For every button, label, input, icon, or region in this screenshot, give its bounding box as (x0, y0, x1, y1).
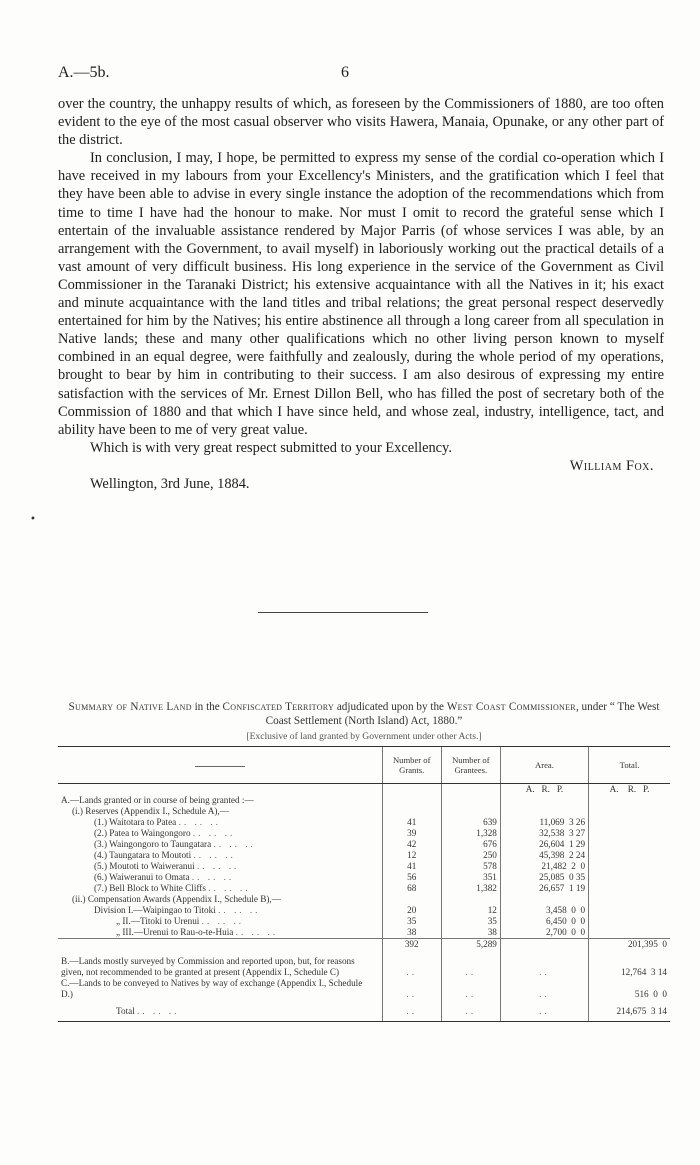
cell-area: 32,538 3 27 (500, 828, 588, 839)
cell-grants (382, 894, 441, 905)
table-row (58, 784, 670, 796)
header-grants: Number of Grants. (382, 747, 441, 784)
row-c-grants: .. (382, 978, 441, 1000)
cell-grants: 39 (382, 828, 441, 839)
cell-grants (382, 795, 441, 806)
title-part: adjudicated upon by the (334, 701, 447, 713)
table-row (58, 883, 670, 894)
cell-grants: 42 (382, 839, 441, 850)
total-row (58, 1000, 670, 1022)
subtotal-grantees: 5,289 (441, 939, 500, 951)
leader-dots: .. .. .. (193, 850, 236, 860)
row-label-text: (ii.) Compensation Awards (Appendix I., Schedule B),— (72, 894, 281, 904)
row-b-area: .. (500, 956, 588, 978)
leader-dots: .. .. .. (208, 883, 251, 893)
cell-grants: 41 (382, 817, 441, 828)
paragraph-submission: Which is with very great respect submitted to your Excellency. (90, 439, 452, 456)
cell-area: 11,069 3 26 (500, 817, 588, 828)
subtotal-total: 201,395 0 (589, 939, 670, 951)
cell-area (500, 806, 588, 817)
row-label (58, 828, 382, 839)
row-label (58, 806, 382, 817)
paragraph-conclusion: In conclusion, I may, I hope, be permitted to express my sense of the cordial co-operation which I have received in my labours from your Excellency's Ministers, and the gratification which I feel that they have been able to advise in every single instance the adoption of the recommendations which from time to time I have had the honour to make. Nor must I omit to record the grateful sense which I entertain of the invaluable assistance rendered by Major Parris (of whose services I was able, by an arrangement with the Government, to avail myself) in laboriously working out the practical details of a vast amount of very difficult business. His long experience in the service of the Government as Civil Commissioner in the Taranaki District; his extensive acquaintance with all the Natives in it; his exact and minute acquaintance with the land titles and tribal relations; the great personal respect deservedly entertained for him by the Natives; his entire abstinence all through a long career from all speculation in Native lands; these and many other qualifications which no other living person known to myself combined in an equal degree, were faithfully and zealously, during the whole period of my operations, brought to bear by him in contributing to their success. I am also desirous of expressing my entire satisfaction with the services of Mr. Ernest Dillon Bell, who has filled the post of secretary both of the Commission of 1880 and that which I have since held, and whose zeal, industry, intelligence, tact, and ability have been to me of very great value. (58, 150, 664, 438)
row-c (58, 978, 670, 1000)
leader-dots: .. .. .. (218, 905, 261, 915)
cell-total (589, 817, 670, 828)
table-row (58, 839, 670, 850)
row-label (58, 905, 382, 916)
cell-area: 26,657 1 19 (500, 883, 588, 894)
cell-area: 6,450 0 0 (500, 916, 588, 927)
cell-grants: 38 (382, 927, 441, 939)
row-label-text: A.—Lands granted or in course of being granted :— (61, 795, 254, 805)
leader-dots: .. .. .. (235, 927, 279, 937)
row-c-grantees: .. (441, 978, 500, 1000)
cell-grantees: 676 (441, 839, 500, 850)
row-b-grants: .. (382, 956, 441, 978)
summary-note: [Exclusive of land granted by Government under other Acts.] (246, 731, 482, 742)
cell-total (589, 916, 670, 927)
paragraph-continuation: over the country, the unhappy results of which, as foreseen by the Commissioners of 1880, are too often evident to the eye of the most casual observer who visits Hawera, Manaia, Opunake, or any other part of the district. (58, 96, 664, 149)
row-label (58, 916, 382, 927)
row-label (58, 861, 382, 872)
cell-total (589, 828, 670, 839)
cell-grantees: 1,382 (441, 883, 500, 894)
header-total: Total. (589, 747, 670, 784)
row-label-text: (3.) Waingongoro to Taungatara (94, 839, 212, 849)
cell-grants: 35 (382, 916, 441, 927)
cell-grantees: 639 (441, 817, 500, 828)
cell-area: 3,458 0 0 (500, 905, 588, 916)
cell-grantees: 1,328 (441, 828, 500, 839)
row-b (58, 956, 670, 978)
title-part: in the (191, 701, 223, 713)
row-label-text: (6.) Waiweranui to Omata (94, 872, 190, 882)
row-label-text: (5.) Moutoti to Waiweranui (94, 861, 195, 871)
cell-total (589, 839, 670, 850)
cell-total (589, 850, 670, 861)
summary-table (58, 746, 670, 1022)
title-part: , under “ The West Coast Settlement (North Island) Act, 1880.” (265, 701, 660, 727)
cell-grantees: 578 (441, 861, 500, 872)
total-label (58, 1000, 382, 1022)
dateline: Wellington, 3rd June, 1884. (90, 475, 250, 492)
table-row (58, 850, 670, 861)
leader-dots: .. .. .. (213, 839, 256, 849)
subtotal-area (500, 939, 588, 951)
leader-dots: .. .. .. (178, 817, 221, 827)
cell-area: 25,085 0 35 (500, 872, 588, 883)
row-label (58, 883, 382, 894)
row-label (58, 872, 382, 883)
table-row (58, 916, 670, 927)
page-header (58, 64, 642, 84)
margin-mark: • (30, 514, 36, 525)
leader-dots: .. .. .. (201, 916, 245, 926)
total-label-text: Total (116, 1006, 135, 1016)
row-c-label: C.—Lands to be conveyed to Natives by way of exchange (Appendix I., Schedule D.) (61, 978, 363, 999)
subtotal-row (58, 939, 670, 951)
row-c-total: 516 0 0 (589, 978, 670, 1000)
cell-grants: 56 (382, 872, 441, 883)
cell-area: 45,398 2 24 (500, 850, 588, 861)
table-header-row (58, 747, 670, 784)
row-label-text: (2.) Patea to Waingongoro (94, 828, 191, 838)
table-row (58, 894, 670, 905)
row-label-text: (1.) Waitotara to Patea (94, 817, 177, 827)
table-row (58, 861, 670, 872)
header-description (58, 747, 382, 784)
row-label (58, 817, 382, 828)
row-label-text: (4.) Taungatara to Moutoti (94, 850, 192, 860)
page-number: 6 (341, 64, 349, 81)
cell-grants: 20 (382, 905, 441, 916)
title-part: West Coast Commissioner (446, 701, 576, 713)
area-units: A. R. P. (500, 784, 588, 796)
table-row (58, 795, 670, 806)
title-part: Confiscated Territory (222, 701, 335, 713)
signature: William Fox. (569, 457, 654, 474)
leader-dots: .. .. .. (137, 1006, 180, 1016)
cell-total (589, 927, 670, 939)
section-divider (258, 612, 428, 613)
grand-total: 214,675 3 14 (589, 1000, 670, 1022)
leader-dots: .. .. .. (196, 861, 240, 871)
cell-total (589, 894, 670, 905)
cell-area (500, 894, 588, 905)
cell-grantees: 250 (441, 850, 500, 861)
table-row (58, 872, 670, 883)
total-area: .. (500, 1000, 588, 1022)
row-b-label: B.—Lands mostly surveyed by Commission and reported upon, but, for reasons given, not recommended to be granted at present (Appendix I., Schedule C) (61, 956, 355, 977)
row-label (58, 927, 382, 939)
table-row (58, 905, 670, 916)
row-label-text: „ II.—Titoki to Urenui (116, 916, 200, 926)
cell-grantees (441, 894, 500, 905)
cell-total (589, 905, 670, 916)
total-units: A. R. P. (589, 784, 670, 796)
cell-total (589, 883, 670, 894)
cell-grantees: 12 (441, 905, 500, 916)
row-label-text: (7.) Bell Block to White Cliffs (94, 883, 206, 893)
cell-grantees: 35 (441, 916, 500, 927)
table-row (58, 927, 670, 939)
table-row (58, 828, 670, 839)
row-label (58, 850, 382, 861)
subtotal-grants: 392 (382, 939, 441, 951)
cell-grantees (441, 795, 500, 806)
cell-grantees: 38 (441, 927, 500, 939)
cell-grants: 41 (382, 861, 441, 872)
row-label (58, 795, 382, 806)
table-row (58, 806, 670, 817)
cell-grants (382, 806, 441, 817)
cell-grantees: 351 (441, 872, 500, 883)
cell-grants: 12 (382, 850, 441, 861)
row-label (58, 839, 382, 850)
cell-area: 2,700 0 0 (500, 927, 588, 939)
leader-dots: .. .. .. (191, 872, 235, 882)
cell-area: 21,482 2 0 (500, 861, 588, 872)
cell-grants: 68 (382, 883, 441, 894)
title-part: Summary of Native Land (68, 701, 192, 713)
cell-total (589, 872, 670, 883)
header-grantees: Number of Grantees. (441, 747, 500, 784)
leader-dots: .. .. .. (192, 828, 236, 838)
cell-grantees (441, 806, 500, 817)
cell-area: 26,604 1 29 (500, 839, 588, 850)
table-row (58, 817, 670, 828)
header-area: Area. (500, 747, 588, 784)
row-c-area: .. (500, 978, 588, 1000)
document-reference: A.—5b. (58, 64, 110, 81)
subtotal-label (58, 939, 382, 951)
row-label-text: (i.) Reserves (Appendix I., Schedule A),— (72, 806, 229, 816)
row-label-text: Division I.—Waipingao to Titoki (94, 905, 216, 915)
cell-total (589, 795, 670, 806)
summary-title (58, 700, 670, 728)
cell-area (500, 795, 588, 806)
row-label-text: „ III.—Urenui to Rau-o-te-Huia (116, 927, 234, 937)
total-grantees: .. (441, 1000, 500, 1022)
cell-total (589, 806, 670, 817)
letter-body (58, 95, 664, 493)
row-b-grantees: .. (441, 956, 500, 978)
cell-total (589, 861, 670, 872)
row-b-total: 12,764 3 14 (589, 956, 670, 978)
total-grants: .. (382, 1000, 441, 1022)
row-label (58, 894, 382, 905)
